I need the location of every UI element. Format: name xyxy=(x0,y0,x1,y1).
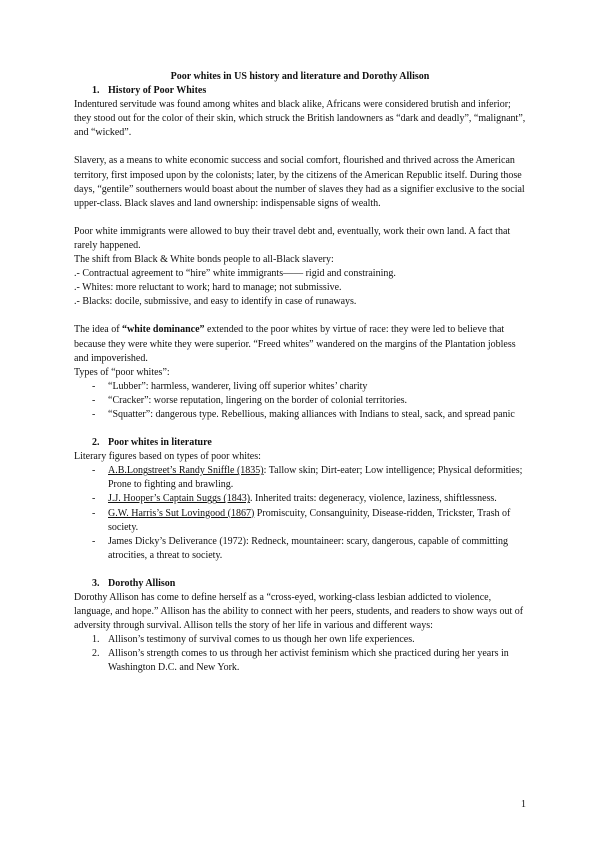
list-item: - “Squatter”: dangerous type. Rebellious, making alliances with Indians to steal, sack, and spread panic xyxy=(74,408,526,422)
section-3-number: 3. xyxy=(92,577,100,589)
p5-pre: The idea of xyxy=(74,324,123,336)
allison-ways-list xyxy=(74,633,526,675)
section-1-paragraph-1: Indentured servitude was found among whites and black alike, Africans were considered brutish and inferior; they stood out for the color of their skin, which struck the British landowners as “dark and deadly”, “malignant”, and “wicked”. xyxy=(74,99,526,139)
section-2-intro: Literary figures based on types of poor whites: xyxy=(74,451,261,463)
section-2-heading xyxy=(92,436,526,450)
page-number: 1 xyxy=(521,799,526,810)
list-item: 1. Allison’s testimony of survival comes to us though her own life experiences. xyxy=(92,634,415,646)
list-item: - G.W. Harris’s Sut Lovingood (1867) Promiscuity, Consanguinity, Disease-ridden, Trickster, Trash of society. xyxy=(92,507,511,533)
section-1-paragraph-5 xyxy=(74,323,526,365)
section-1-title: History of Poor Whites xyxy=(108,85,207,97)
shift-item-2: .- Whites: more reluctant to work; hard to manage; not submissive. xyxy=(74,282,342,294)
figure-desc: . Inherited traits: degeneracy, violence, laziness, shiftlessness. xyxy=(250,493,497,505)
types-label: Types of “poor whites”: xyxy=(74,366,170,378)
shift-item-3: .- Blacks: docile, submissive, and easy to identify in case of runaways. xyxy=(74,296,357,308)
section-3-paragraph-1: Dorothy Allison has come to define herself as a “cross-eyed, working-class lesbian addicted to violence, language, and hope.” Allison has the ability to connect with her peers, students, and readers to show ways out of adversity through survival. Allison tells the story of her life in various and different ways: xyxy=(74,592,524,632)
section-2-number: 2. xyxy=(92,437,100,449)
list-item: 2. Allison’s strength comes to us through her activist feminism which she practiced during her years in Washington D.C. and New York. xyxy=(92,648,509,674)
list-item: - A.B.Longstreet’s Randy Sniffle (1835): Tallow skin; Dirt-eater; Low intelligence; Physical deformities; Prone to fighting and brawling. xyxy=(92,465,523,491)
section-3-heading xyxy=(92,577,526,591)
figure-desc: : Tallow skin; Dirt-eater; Low intelligence; Physical deformities; Prone to fighting and brawling. xyxy=(108,465,523,491)
literary-figures-list xyxy=(74,464,526,563)
list-item: - “Cracker”: worse reputation, lingering on the border of colonial territories. xyxy=(74,394,526,408)
type-cracker: “Cracker”: worse reputation, lingering on the border of colonial territories. xyxy=(108,394,408,406)
section-1-paragraph-4: The shift from Black & White bonds people to all-Black slavery: xyxy=(74,254,334,266)
figure-desc: James Dicky’s Deliverance (1972): Redneck, mountaineer: scary, dangerous, capable of committing atrocities, a threat to society. xyxy=(108,535,509,561)
list-item: - “Lubber”: harmless, wanderer, living off superior whites’ charity xyxy=(74,380,526,394)
type-lubber: “Lubber”: harmless, wanderer, living off superior whites’ charity xyxy=(108,380,368,392)
figure-title: G.W. Harris’s Sut Lovingood (1867) xyxy=(108,507,255,519)
document-title: Poor whites in US history and literature and Dorothy Allison xyxy=(170,71,430,82)
figure-title: A.B.Longstreet’s Randy Sniffle (1835) xyxy=(108,465,264,477)
types-list xyxy=(74,380,526,422)
section-2-title: Poor whites in literature xyxy=(108,437,212,449)
shift-item-1: .- Contractual agreement to “hire” white immigrants–––– rigid and constraining. xyxy=(74,268,396,280)
figure-desc: Promiscuity, Consanguinity, Disease-ridden, Trickster, Trash of society. xyxy=(108,507,511,533)
p5-post: extended to the poor whites by virtue of race: they were led to believe that because they were white they were superior. “Freed whites” wandered on the margins of the Plantation jobless and impoverished. xyxy=(74,324,516,364)
section-3-title: Dorothy Allison xyxy=(108,577,176,589)
white-dominance-term: “white dominance” xyxy=(122,324,205,336)
figure-title: J.J. Hooper’s Captain Suggs (1843) xyxy=(108,493,251,505)
section-1-paragraph-2: Slavery, as a means to white economic success and social comfort, flourished and thrived across the American territory, first imposed upon by the colonists; later, by the citizens of the American Republic itself. During those days, “gentile” southerners would boast about the number of slaves they had as a signifier exclusive to the social upper-class. Black slaves and land ownership: indispensable signs of wealth. xyxy=(74,155,525,209)
list-item: - J.J. Hooper’s Captain Suggs (1843). Inherited traits: degeneracy, violence, laziness, shiftlessness. xyxy=(92,493,497,505)
section-1-heading xyxy=(92,84,526,98)
list-item: - James Dicky’s Deliverance (1972): Redneck, mountaineer: scary, dangerous, capable of committing atrocities, a threat to society. xyxy=(92,535,509,561)
type-squatter: “Squatter”: dangerous type. Rebellious, making alliances with Indians to steal, sack, and spread panic xyxy=(108,408,515,420)
section-1-paragraph-3: Poor white immigrants were allowed to buy their travel debt and, eventually, work their own land. A fact that rarely happened. xyxy=(74,225,511,251)
section-1-number: 1. xyxy=(92,85,100,97)
